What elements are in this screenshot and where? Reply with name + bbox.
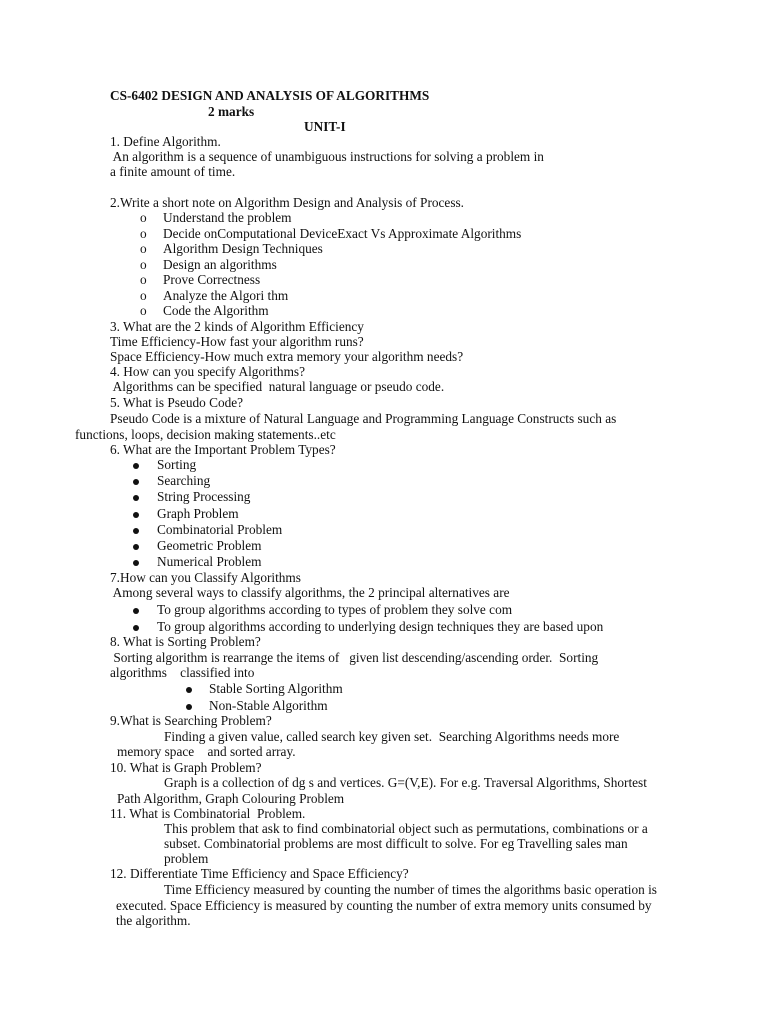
list-item: Graph Problem	[157, 506, 239, 521]
bullet-icon	[133, 544, 139, 550]
bullet-icon	[133, 528, 139, 534]
bullet-icon	[186, 687, 192, 693]
answer-8-line-2: algorithms classified into	[110, 665, 255, 680]
course-title: CS-6402 DESIGN AND ANALYSIS OF ALGORITHMS	[110, 88, 430, 103]
list-item: Code the Algorithm	[163, 303, 269, 318]
answer-11-line-2: subset. Combinatorial problems are most difficult to solve. For eg Travelling sales man	[164, 836, 628, 851]
list-item: Design an algorithms	[163, 257, 277, 272]
bullet-icon	[133, 560, 139, 566]
answer-1-line-2: a finite amount of time.	[110, 164, 236, 179]
answer-11-line-3: problem	[164, 851, 209, 866]
circle-bullet-icon: o	[140, 210, 147, 225]
answer-11-line-1: This problem that ask to find combinatorial object such as permutations, combinations or a	[164, 821, 648, 836]
list-item: Non-Stable Algorithm	[209, 698, 328, 713]
answer-12-line-1: Time Efficiency measured by counting the number of times the algorithms basic operation is	[164, 882, 657, 897]
answer-10-line-2: Path Algorithm, Graph Colouring Problem	[117, 791, 345, 806]
question-10: 10. What is Graph Problem?	[110, 760, 262, 775]
question-6: 6. What are the Important Problem Types?	[110, 442, 336, 457]
bullet-icon	[133, 625, 139, 631]
list-item: Searching	[157, 473, 211, 488]
answer-4-line-1: Algorithms can be specified natural language or pseudo code.	[110, 379, 445, 394]
list-item: String Processing	[157, 489, 251, 504]
answer-3-line-1: Time Efficiency-How fast your algorithm runs?	[110, 334, 364, 349]
answer-9-line-1: Finding a given value, called search key given set. Searching Algorithms needs more	[164, 729, 620, 744]
answer-5-line-1: Pseudo Code is a mixture of Natural Language and Programming Language Constructs such as	[110, 411, 617, 426]
question-1: 1. Define Algorithm.	[110, 134, 221, 149]
answer-3-line-2: Space Efficiency-How much extra memory your algorithm needs?	[110, 349, 464, 364]
bullet-icon	[133, 495, 139, 501]
circle-bullet-icon: o	[140, 241, 147, 256]
answer-12-line-2: executed. Space Efficiency is measured by counting the number of extra memory units consumed by	[116, 898, 652, 913]
bullet-icon	[133, 608, 139, 614]
circle-bullet-icon: o	[140, 257, 147, 272]
list-item: Analyze the Algori thm	[163, 288, 289, 303]
question-11: 11. What is Combinatorial Problem.	[110, 806, 306, 821]
answer-12-line-3: the algorithm.	[116, 913, 191, 928]
answer-10-line-1: Graph is a collection of dg s and vertices. G=(V,E). For e.g. Traversal Algorithms, Shortest	[164, 775, 647, 790]
list-item: Stable Sorting Algorithm	[209, 681, 343, 696]
circle-bullet-icon: o	[140, 272, 147, 287]
list-item: Algorithm Design Techniques	[163, 241, 323, 256]
circle-bullet-icon: o	[140, 288, 147, 303]
question-12: 12. Differentiate Time Efficiency and Space Efficiency?	[110, 866, 409, 881]
list-item: Prove Correctness	[163, 272, 261, 287]
question-7: 7.How can you Classify Algorithms	[110, 570, 301, 585]
circle-bullet-icon: o	[140, 226, 147, 241]
question-8: 8. What is Sorting Problem?	[110, 634, 261, 649]
question-3: 3. What are the 2 kinds of Algorithm Efficiency	[110, 319, 364, 334]
circle-bullet-icon: o	[140, 303, 147, 318]
list-item: Sorting	[157, 457, 197, 472]
bullet-icon	[186, 704, 192, 710]
bullet-icon	[133, 512, 139, 518]
list-item: Decide onComputational DeviceExact Vs Approximate Algorithms	[163, 226, 522, 241]
marks-label: 2 marks	[208, 104, 255, 119]
question-5: 5. What is Pseudo Code?	[110, 395, 244, 410]
bullet-icon	[133, 463, 139, 469]
answer-8-line-1: Sorting algorithm is rearrange the items of given list descending/ascending order. Sorting	[110, 650, 599, 665]
list-item: Combinatorial Problem	[157, 522, 283, 537]
answer-5-line-2: functions, loops, decision making statements..etc	[75, 427, 336, 442]
list-item: To group algorithms according to types of problem they solve com	[157, 602, 513, 617]
question-4: 4. How can you specify Algorithms?	[110, 364, 305, 379]
answer-1-line-1: An algorithm is a sequence of unambiguous instructions for solving a problem in	[110, 149, 544, 164]
list-item: Understand the problem	[163, 210, 292, 225]
bullet-icon	[133, 479, 139, 485]
list-item: Numerical Problem	[157, 554, 262, 569]
question-9: 9.What is Searching Problem?	[110, 713, 272, 728]
question-2: 2.Write a short note on Algorithm Design and Analysis of Process.	[110, 195, 465, 210]
list-item: Geometric Problem	[157, 538, 262, 553]
unit-title: UNIT-I	[304, 119, 346, 134]
list-item: To group algorithms according to underlying design techniques they are based upon	[157, 619, 604, 634]
answer-7-line-1: Among several ways to classify algorithms, the 2 principal alternatives are	[110, 585, 510, 600]
answer-9-line-2: memory space and sorted array.	[117, 744, 296, 759]
